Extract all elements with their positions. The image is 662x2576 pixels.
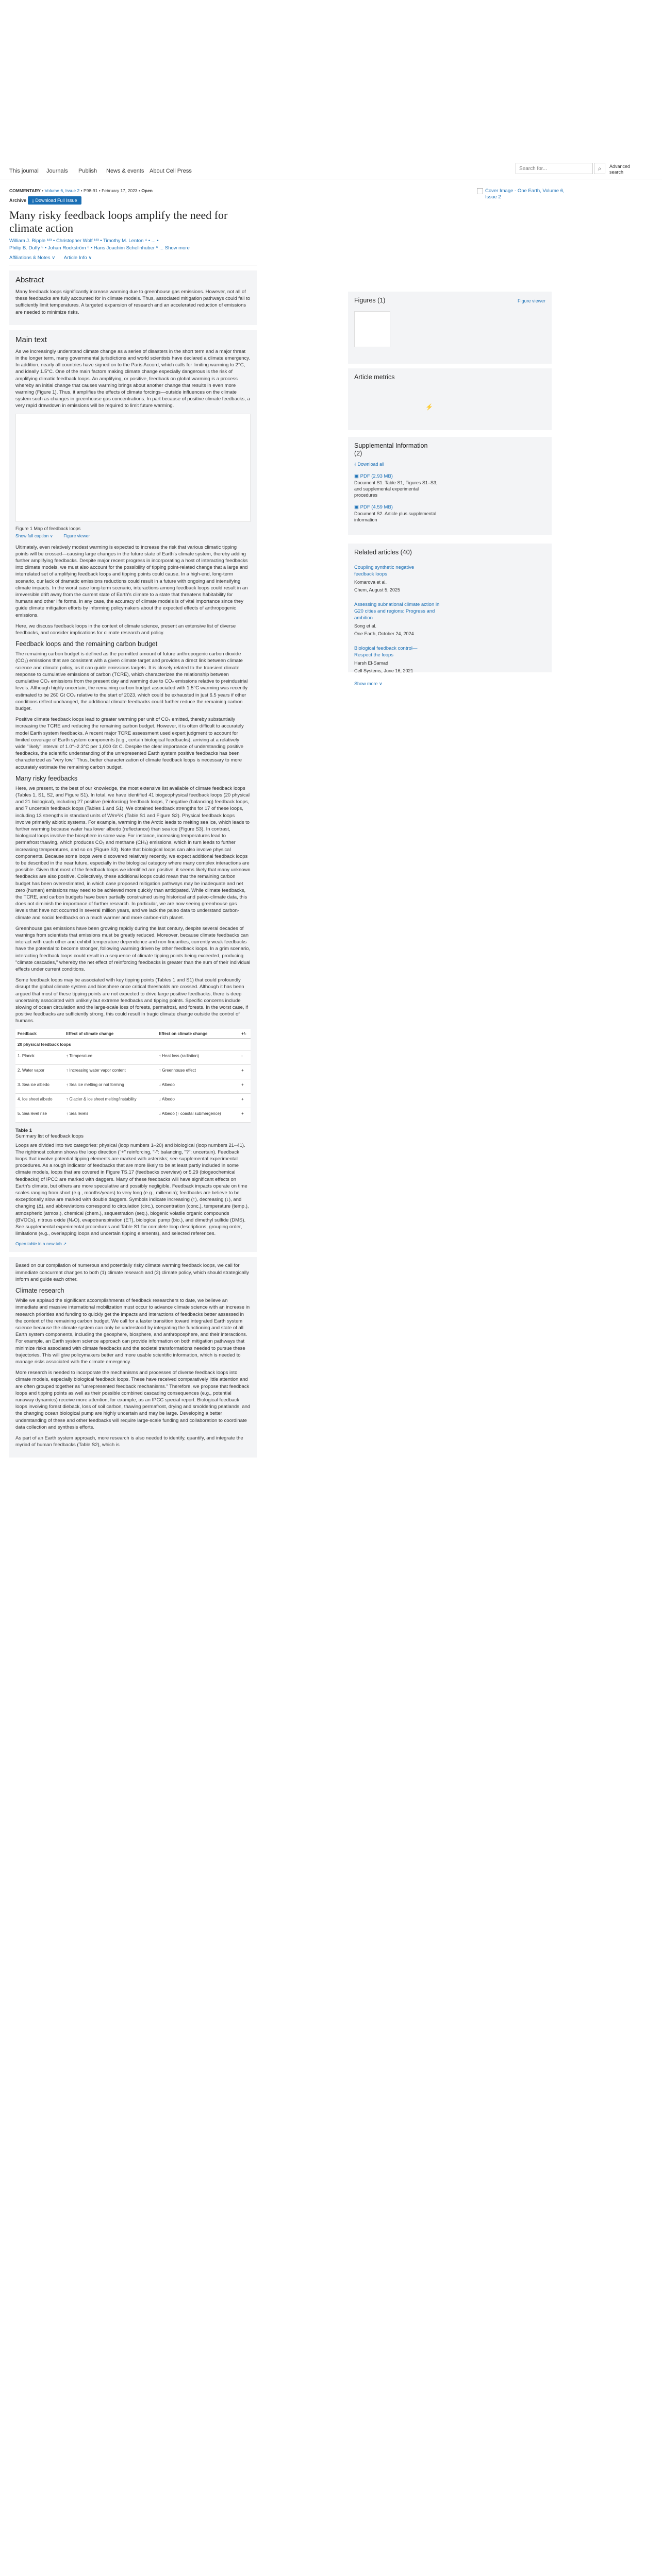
nav-this-journal[interactable]: This journal xyxy=(9,168,39,174)
table-header: Effect on climate change xyxy=(157,1029,239,1039)
pdf-link[interactable] xyxy=(354,504,545,511)
section-heading: Many risky feedbacks xyxy=(15,774,78,782)
policy-section xyxy=(9,1257,257,1458)
table-cell: 4. Ice sheet albedo xyxy=(15,1093,64,1108)
paragraph: Positive climate feedback loops lead to greater warming per unit of CO₂ emitted, thereby substantially increasing the TCRE and reducing the remaining carbon budget. However, it is often difficult to accurately model Earth system feedbacks. A recent major TCRE assessment used expert judgment to account for limited coverage of Earth system components (e.g., certain biological feedbacks), arriving at a relatively wide "likely" interval of 1.0°–2.3°C per 1,000 Gt C. Despite the clear importance of understanding positive feedbacks, the scientific understanding of the unrepresented Earth system positive feedbacks has been characterized as "very low." Thus, better characterization of climate feedback loops is necessary to more accurately estimate the remaining carbon budget. xyxy=(15,717,244,770)
article-type: COMMENTARY xyxy=(9,188,41,193)
table-cell: ↑ Greenhouse effect xyxy=(157,1064,239,1079)
main-text-heading: Main text xyxy=(15,335,47,344)
paragraph: More research is needed to incorporate the mechanisms and processes of diverse feedback loops into climate models, especially biological feedback loops. These have received comparatively little attention and are often grouped together as "unrepresented feedback mechanisms." Therefore, we propose that feedback loops and tipping points as well as their possible combined cascading consequences (e.g., potential runaway dynamics) receive more attention, for example, as an IPCC special report. Biological feedback loops involving forest dieback, loss of soil carbon, thawing permafrost, drying and smoldering peatlands, and the changing ocean biological pump are highly uncertain and may be large. Developing a better understanding of these and other feedbacks will require large-scale funding and collaboration to coordinate data collection and synthesis efforts. xyxy=(15,1370,251,1430)
section-heading: Climate research xyxy=(15,1287,64,1295)
table-cell: ↑ Sea ice melting or not forming xyxy=(64,1079,157,1093)
paragraph: Some feedback loops may be associated with key tipping points (Tables 1 and S1) that could profoundly disrupt the global climate system and biosphere once critical thresholds are crossed. Although it has been argued that most of these tipping points are not expected to drive large positive feedbacks, there is deep uncertainty associated with unlikely but extreme feedbacks and tipping points. Specific concerns include slowing of ocean circulation and the large-scale loss of forests, permafrost, and forests. In the worst case, if positive feedbacks are sufficiently strong, this could result in tragic climate change outside the control of humans. xyxy=(15,977,248,1024)
abstract-text: Many feedback loops significantly increase warming due to greenhouse gas emissions. However, not all of these feedbacks are fully accounted for in climate models. Thus, associated mitigation pathways could fail to sufficiently limit temperatures. A targeted expansion of research and an accelerated reduction of emissions are needed to minimize risks. xyxy=(15,289,251,315)
abstract-section xyxy=(9,270,257,325)
table-cell: + xyxy=(239,1064,251,1079)
table-cell: 3. Sea ice albedo xyxy=(15,1079,64,1093)
supplemental-panel xyxy=(348,437,552,535)
download-all-link[interactable] xyxy=(354,462,545,467)
table-group-row xyxy=(15,1039,251,1050)
supp-file-desc: Document S1. Table S1, Figures S1–S3, and supplemental experimental procedures xyxy=(354,480,438,498)
table-cell: 1. Planck xyxy=(15,1050,64,1064)
related-heading: Related articles (40) xyxy=(354,549,412,556)
download-issue-button[interactable] xyxy=(28,196,81,205)
table-cell: + xyxy=(239,1108,251,1122)
article-title: Many risky feedback loops amplify the need for climate action xyxy=(9,209,228,234)
related-article-source: Chem, August 5, 2025 xyxy=(354,587,401,592)
related-article-source: One Earth, October 24, 2024 xyxy=(354,631,414,636)
nav-publish[interactable]: Publish xyxy=(78,168,97,174)
table-notes: Loops are divided into two categories: physical (loop numbers 1–20) and biological (loop numbers 21–41). The rightmost column shows the loop direction ("+" reinforcing, "-": balancing, "?": uncertain). Feedback loops that involve potential tipping elements are marked with asterisks; see supplemental experimental procedures. As a rough indicator of feedbacks that are more likely to be at least partly included in some climate models, loops that are covered in Figure TS.17 (feedbacks overview) or 5.29 (biogeochemical feedbacks) of IPCC are marked with daggers. Many of these feedbacks will have significant effects on Earth's climate, but others are more speculative and possibly negligible. Feedback impacts operate on time scales ranging from short (e.g., months/years) to very long (e.g., millennia); feedbacks are believe to be exceptionally slow are marked with double daggers. Symbols indicate increasing (↑), decreasing (↓), and changing (Δ), and abbreviations correspond to circulation (circ.), concentration (conc.), temperature (temp.), atmospheric (atmos.), chemical (chem.), sequestration (seq.), biogenic volatile organic compounds (BVOCs), nitrous oxide (N₂O), evapotranspiration (ET), biological pump (bio.), and dimethyl sulfide (DMS). See supplemental experimental procedures and Table S1 for complete loop descriptions, grouping order, limitations (e.g., overlapping loops and uncertain tipping elements), and selected references. xyxy=(15,1142,249,1237)
table-cell: ↑ Increasing water vapor content xyxy=(64,1064,157,1079)
main-text-section xyxy=(9,330,257,1252)
cover-image-label[interactable]: Cover Image - One Earth, Volume 6, Issue 2 xyxy=(485,188,565,200)
supp-file xyxy=(354,473,545,498)
nav-journals[interactable]: Journals xyxy=(46,168,68,174)
pdf-icon: ▣ xyxy=(354,473,360,479)
metrics-panel xyxy=(348,368,552,430)
table-row xyxy=(15,1108,251,1122)
figures-heading: Figures (1) xyxy=(354,297,386,304)
image-icon xyxy=(477,188,483,194)
paragraph: Greenhouse gas emissions have been growing rapidly during the last century, despite several decades of warnings from scientists that emissions must be greatly reduced. Moreover, because climate feedbacks can interact with each other and exhibit temperature dependence and non-linearities, currently weak feedbacks have the potential to become stronger, following warming driven by other feedback loops. In a grim scenario, interacting feedback loops could result in a sequence of climate tipping points being exceeded, producing "climate cascades," whereby the net effect of reinforcing feedbacks is greater than the sum of their individual effects under current conditions. xyxy=(15,925,251,973)
table-row xyxy=(15,1064,251,1079)
table-cell: ↑ Temperature xyxy=(64,1050,157,1064)
open-access-badge: Open xyxy=(141,188,153,193)
table-cell: ↓ Albedo xyxy=(157,1079,239,1093)
table-cell: ↓ Albedo xyxy=(157,1093,239,1108)
pdf-label: PDF (4.59 MB) xyxy=(360,504,393,510)
cover-image-link[interactable] xyxy=(477,188,580,200)
table-cell: 2. Water vapor xyxy=(15,1064,64,1079)
related-article-title[interactable]: Biological feedback control—Respect the loops xyxy=(354,646,418,658)
table-cell: ↑ Glacier & ice sheet melting/instability xyxy=(64,1093,157,1108)
table-cell: ↑ Heat loss (radiation) xyxy=(157,1050,239,1064)
authors-line-2[interactable]: Philip B. Duffy ⁵ • Johan Rockström ⁶ • Hans Joachim Schellnhuber ⁶ ... Show more xyxy=(9,245,190,251)
supp-file xyxy=(354,504,545,523)
authors-line-1[interactable]: William J. Ripple ¹²³ • Christopher Wolf ¹²³ • Timothy M. Lenton ⁴ • ... • xyxy=(9,238,159,244)
search-input[interactable] xyxy=(516,163,593,174)
related-article xyxy=(354,564,545,593)
paragraph: As part of an Earth system approach, more research is also needed to identify, quantify, and integrate the myriad of human feedbacks (Table S2), which is xyxy=(15,1435,243,1448)
pdf-icon: ▣ xyxy=(354,504,360,510)
pub-date: February 17, 2023 xyxy=(102,188,138,193)
paragraph: Here, we present, to the best of our knowledge, the most extensive list available of climate feedback loops (Tables 1, S1, S2, and Figure S1). In total, we have identified 41 biogeophysical feedback loops (20 physical and 21 biological), including 27 positive (reinforcing) feedback loops, 7 negative (balancing) feedback loops, and 7 uncertain feedback loops (Tables 1 and S1). We obtained feedback strengths for 17 of these loops, including 13 strengths in standard units of W/m²/K (Table S1 and Figure S2). Physical feedback loops involve primarily abiotic systems. For example, warming in the Arctic leads to melting sea ice, which leads to further warming because water has lower albedo (reflectance) than sea ice (Figure S3). In contrast, biological loops involve the biosphere in some way. For instance, increasing temperatures lead to permafrost thawing, which produces CO₂ and methane (CH₄) emissions, which in turn leads to further increasing temperatures, and so on (Figure S3). Note that biological loops can also involve physical components. Because some loops were discovered relatively recently, we expect additional feedback loops to be described in the near future, especially in the biological category where many complex interactions are possible. Given that most of the feedback loops we identified are positive, it seems likely that many unknown feedbacks are also positive. Collectively, these additional loops could mean that the remaining carbon budget has been overestimated, in which case proposed mitigation pathways may be inadequate and net zero (human) emissions may need to be achieved more quickly than anticipated. While climate feedbacks, the TCRE, and carbon budgets have been partially constrained using historical and paleo-climate data, this does not diminish the importance of further research. In particular, we are now seeing greenhouse gas levels that have not occurred in several million years, and we lack the paleo data to understand carbon-climate and social feedbacks on a much warmer and more carbon-rich planet. xyxy=(15,785,251,921)
download-icon: ⤓ xyxy=(354,462,358,467)
show-more-link[interactable]: Show more ∨ xyxy=(354,681,383,686)
related-article-authors: Song et al. xyxy=(354,623,377,629)
download-icon: ⤓ xyxy=(32,198,36,203)
related-article-title[interactable]: Assessing subnational climate action in G20 cities and regions: Progress and ambition xyxy=(354,602,440,621)
pdf-link[interactable] xyxy=(354,473,545,480)
download-label: Download Full Issue xyxy=(35,198,77,203)
figures-panel xyxy=(348,292,552,364)
paragraph: As we increasingly understand climate change as a series of disasters in the short term and a major threat in the longer term, many governmental jurisdictions and world scientists have declared a climate emergency. In addition, nearly all countries have signed on to the Paris Accord, which calls for limiting warming to 2°C, and ideally 1.5°C. One of the main factors making climate change especially dangerous is the risk of amplifying climatic feedback loops. An amplifying, or positive, feedback on global warming is a process whereby an initial change that causes warming brings about another change that results in even more warming (Figure 1). Thus, it amplifies the effects of climate forcings—outside influences on the climate system such as changes in greenhouse gas concentrations. In part because of positive climate feedbacks, a very rapid drawdown in emissions will be required to limit future warming. xyxy=(15,348,250,409)
table-row xyxy=(15,1079,251,1093)
pdf-label: PDF (2.93 MB) xyxy=(360,473,393,479)
figure-caption: Figure 1 Map of feedback loops xyxy=(15,526,81,531)
figure-viewer-link[interactable]: Figure viewer xyxy=(63,533,90,538)
related-article xyxy=(354,601,545,637)
pages: P98-91 xyxy=(83,188,98,193)
paragraph: Based on our compilation of numerous and potentially risky climate warming feedback loops, we call for immediate concurrent changes to both (1) climate research and (2) climate policy, which should strategically inform and guide each other. xyxy=(15,1263,249,1282)
figure-thumbnail[interactable] xyxy=(354,311,390,347)
article-column xyxy=(9,188,257,1458)
paragraph: Ultimately, even relatively modest warming is expected to increase the risk that various climatic tipping points will be crossed—causing large changes in the future state of Earth's climate system, thereby adding further amplifying feedbacks. Despite major recent progress in incorporating a host of interacting feedbacks into climate models, we must also account for the possibility of tipping point-related change that a large and interrelated set of amplifying feedback loops and tipping points could cause. In a high-end, long-term scenario, our lack of dramatic emissions reductions could result in a future with ongoing and intensifying climate impacts. In the worst case long-term scenario, interactions among feedback loops could result in an irreversible drift away from the current state of Earth's climate to a state that threatens habitability for humans and other life forms. In any case, the accuracy of climate models is of vital importance since they guide climate mitigation efforts by informing policymakers about the expected effects of anthropogenic emissions. xyxy=(15,544,248,618)
feedback-table xyxy=(15,1029,251,1123)
related-article-authors: Komarova et al. xyxy=(354,580,387,585)
metrics-heading: Article metrics xyxy=(354,374,395,381)
download-all-label: Download all xyxy=(357,462,385,467)
open-table-link[interactable]: Open table in a new tab ↗ xyxy=(15,1241,67,1247)
author-list[interactable] xyxy=(9,238,257,252)
section-heading: Feedback loops and the remaining carbon budget xyxy=(15,640,158,648)
table-header: Effect of climate change xyxy=(64,1029,157,1039)
table-cell: ↓ Albedo (↑ coastal submergence) xyxy=(157,1108,239,1122)
table-header: Feedback xyxy=(15,1029,64,1039)
issue-link[interactable]: Volume 6, Issue 2 xyxy=(44,188,80,193)
paragraph: Here, we discuss feedback loops in the context of climate science, present an extensive list of diverse feedbacks, and consider implications for climate research and policy. xyxy=(15,623,236,636)
advanced-search-link[interactable]: Advanced search xyxy=(609,164,631,175)
affiliations-toggle[interactable]: Affiliations & Notes ∨ xyxy=(9,255,56,261)
nav-news-events[interactable]: News & events xyxy=(106,168,144,174)
table-row xyxy=(15,1093,251,1108)
article-meta: COMMENTARY • Volume 6, Issue 2 • P98-91 • February 17, 2023 • Open xyxy=(9,188,153,193)
related-article-authors: Harsh El-Samad xyxy=(354,660,389,666)
related-article-source: Cell Systems, June 16, 2021 xyxy=(354,668,413,673)
table-cell: + xyxy=(239,1093,251,1108)
table-cell: - xyxy=(239,1050,251,1064)
table-subtitle: Summary list of feedback loops xyxy=(15,1133,84,1139)
top-navigation xyxy=(0,0,662,180)
paragraph: The remaining carbon budget is defined as the permitted amount of future anthropogenic carbon dioxide (CO₂) emissions that are consistent with a given climate target and provides a direct link between climate science and climate policy, as it can guide emissions targets. It is closely related to the transient climate response to cumulative emissions of carbon (TCRE), which characterizes the relationship between cumulative CO₂ emissions from the present day and warming due to CO₂ emissions relative to preindustrial levels. Although highly uncertain, the remaining carbon budget associated with 1.5°C warming was recently estimated to be 260 Gt CO₂ relative to the start of 2023, which could be exhausted in just 6.5 years if other conditions reflect unchanged, the additional climate feedbacks could further reduce the remaining carbon budget. xyxy=(15,651,248,711)
nav-about[interactable]: About Cell Press xyxy=(150,168,192,174)
table-row xyxy=(15,1050,251,1064)
paragraph: While we applaud the significant accomplishments of feedback researchers to date, we believe an immediate and massive international mobilization must occur to advance climate science with an increase in research priorities and funding to quickly get the impacts and interactions of feedbacks better assessed in the context of the remaining carbon budget. We call for a faster transition toward integrated Earth system science because the climate system can only be understood by integrating the functioning and state of all Earth system components, including the geosphere, biosphere, and anthroposphere, and their interactions. For example, an Earth system science approach can provide information on both mitigation pathways that minimize risks associated with climate feedbacks and the societal transformations needed to pursue these trajectories. This will give policymakers better and more usable scientific information, which is needed to manage risks associated with the climate emergency. xyxy=(15,1298,250,1365)
figure-1-image[interactable] xyxy=(15,414,251,522)
table-cell: + xyxy=(239,1079,251,1093)
related-article-title[interactable]: Coupling synthetic negative feedback loops xyxy=(354,565,415,577)
figure-viewer-link[interactable]: Figure viewer xyxy=(517,298,545,303)
related-articles-panel xyxy=(348,544,552,686)
search-icon[interactable]: ⌕ xyxy=(594,163,605,174)
altmetric-icon[interactable]: ⚡ xyxy=(425,403,433,411)
supp-file-desc: Document S2. Article plus supplemental information xyxy=(354,511,437,522)
table-header: +/- xyxy=(239,1029,251,1039)
table-cell: ↑ Sea levels xyxy=(64,1108,157,1122)
archive-label: Archive xyxy=(9,198,27,203)
supplemental-heading: Supplemental Information (2) xyxy=(354,442,428,457)
article-info-toggle[interactable]: Article Info ∨ xyxy=(63,255,92,261)
abstract-heading: Abstract xyxy=(15,276,44,284)
table-label: Table 1 xyxy=(15,1127,32,1133)
table-cell: 20 physical feedback loops xyxy=(15,1039,251,1050)
show-full-caption-link[interactable]: Show full caption ∨ xyxy=(15,533,53,538)
related-article xyxy=(354,645,545,674)
table-cell: 5. Sea level rise xyxy=(15,1108,64,1122)
